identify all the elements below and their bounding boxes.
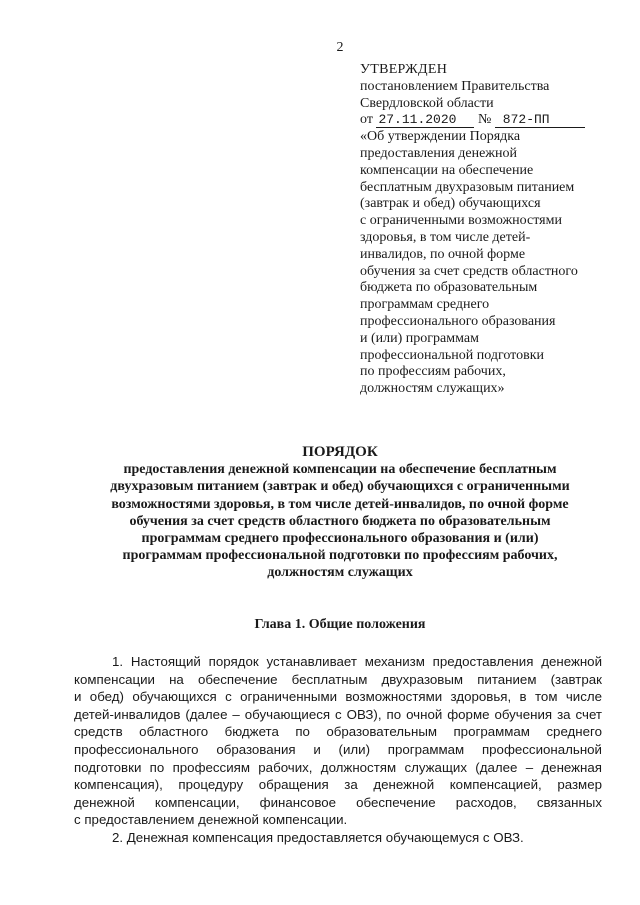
approval-date: 27.11.2020 bbox=[376, 113, 474, 128]
approval-quote-line: компенсации на обеспечение bbox=[360, 162, 534, 178]
approval-quote-line: бесплатным двухразовым питанием bbox=[360, 179, 575, 195]
approval-quote-line: профессионального образования bbox=[360, 313, 556, 329]
paragraph-1-line: подготовки по профессиям рабочих, должностям служащих (далее – денежная bbox=[74, 759, 602, 775]
approval-line-2: Свердловской области bbox=[360, 95, 494, 111]
paragraph-1-line: 1. Настоящий порядок устанавливает механизм предоставления денежной bbox=[112, 654, 602, 669]
approval-number: 872-ПП bbox=[495, 113, 585, 128]
paragraph-1-line: детей-инвалидов (далее – обучающиеся с ОВЗ), по очной форме обучения за счет bbox=[74, 706, 602, 722]
paragraph-1-line: профессионального образования и (или) программам профессиональной bbox=[74, 741, 602, 757]
approval-quote-line: (завтрак и обед) обучающихся bbox=[360, 196, 541, 212]
paragraph-1-line: компенсации на обеспечение бесплатным двухразовым питанием (завтрак bbox=[74, 671, 602, 687]
page-number: 2 bbox=[336, 40, 344, 55]
document-subtitle-line: должностям служащих bbox=[267, 565, 413, 581]
paragraph-1-line: компенсация), процедуру обращения за денежной компенсацией, размер bbox=[74, 777, 602, 793]
approval-quote-line: с ограниченными возможностями bbox=[360, 213, 562, 229]
approval-quote-line: инвалидов, по очной форме bbox=[360, 246, 526, 262]
document-subtitle bbox=[80, 461, 600, 581]
paragraph-1-line: и обед) обучающихся с ограниченными возможностями здоровья, в том числе bbox=[74, 689, 602, 705]
approval-quote-line: обучения за счет средств областного bbox=[360, 263, 578, 279]
paragraph-1-line: средств областного бюджета по образовательным программам среднего bbox=[74, 724, 602, 740]
document-subtitle-line: возможностями здоровья, в том числе детей-инвалидов, по очной форме bbox=[111, 496, 569, 512]
body-text bbox=[74, 653, 602, 847]
approval-quote-line: программам среднего bbox=[360, 297, 490, 313]
paragraph-1-line: денежной компенсации, финансовое обеспечение расходов, связанных bbox=[74, 794, 602, 810]
approval-quote bbox=[360, 129, 620, 398]
approved-label: УТВЕРЖДЕН bbox=[360, 62, 448, 77]
approval-block bbox=[360, 62, 620, 398]
document-subtitle-line: обучения за счет средств областного бюджета по образовательным bbox=[129, 513, 551, 529]
document-subtitle-line: программам профессиональной подготовки по профессиям рабочих, bbox=[122, 548, 558, 564]
approval-quote-line: «Об утверждении Порядка bbox=[360, 129, 521, 145]
date-prefix: от bbox=[360, 112, 373, 128]
document-heading bbox=[80, 444, 600, 582]
document-subtitle-line: двухразовым питанием (завтрак и обед) обучающихся с ограниченными bbox=[110, 479, 570, 495]
approval-quote-line: профессиональной подготовки bbox=[360, 347, 544, 363]
approval-line-1: постановлением Правительства bbox=[360, 78, 550, 94]
paragraph-1-line: с предоставлением денежной компенсации. bbox=[74, 812, 348, 828]
approval-quote-line: и (или) программам bbox=[360, 330, 479, 346]
number-prefix: № bbox=[477, 112, 492, 128]
document-subtitle-line: программам среднего профессионального образования и (или) bbox=[141, 531, 539, 547]
paragraph-2: 2. Денежная компенсация предоставляется обучающемуся с ОВЗ. bbox=[112, 829, 524, 845]
paragraph-1 bbox=[74, 653, 602, 829]
approval-quote-line: предоставления денежной bbox=[360, 145, 517, 161]
chapter-title: Глава 1. Общие положения bbox=[254, 617, 426, 632]
document-title: ПОРЯДОК bbox=[302, 444, 378, 460]
approval-quote-line: по профессиям рабочих, bbox=[360, 364, 506, 380]
approval-quote-line: должностям служащих» bbox=[360, 381, 505, 397]
approval-quote-line: бюджета по образовательным bbox=[360, 280, 538, 296]
approval-date-line bbox=[360, 112, 620, 129]
document-subtitle-line: предоставления денежной компенсации на обеспечение бесплатным bbox=[123, 462, 557, 478]
approval-quote-line: здоровья, в том числе детей- bbox=[360, 229, 531, 245]
